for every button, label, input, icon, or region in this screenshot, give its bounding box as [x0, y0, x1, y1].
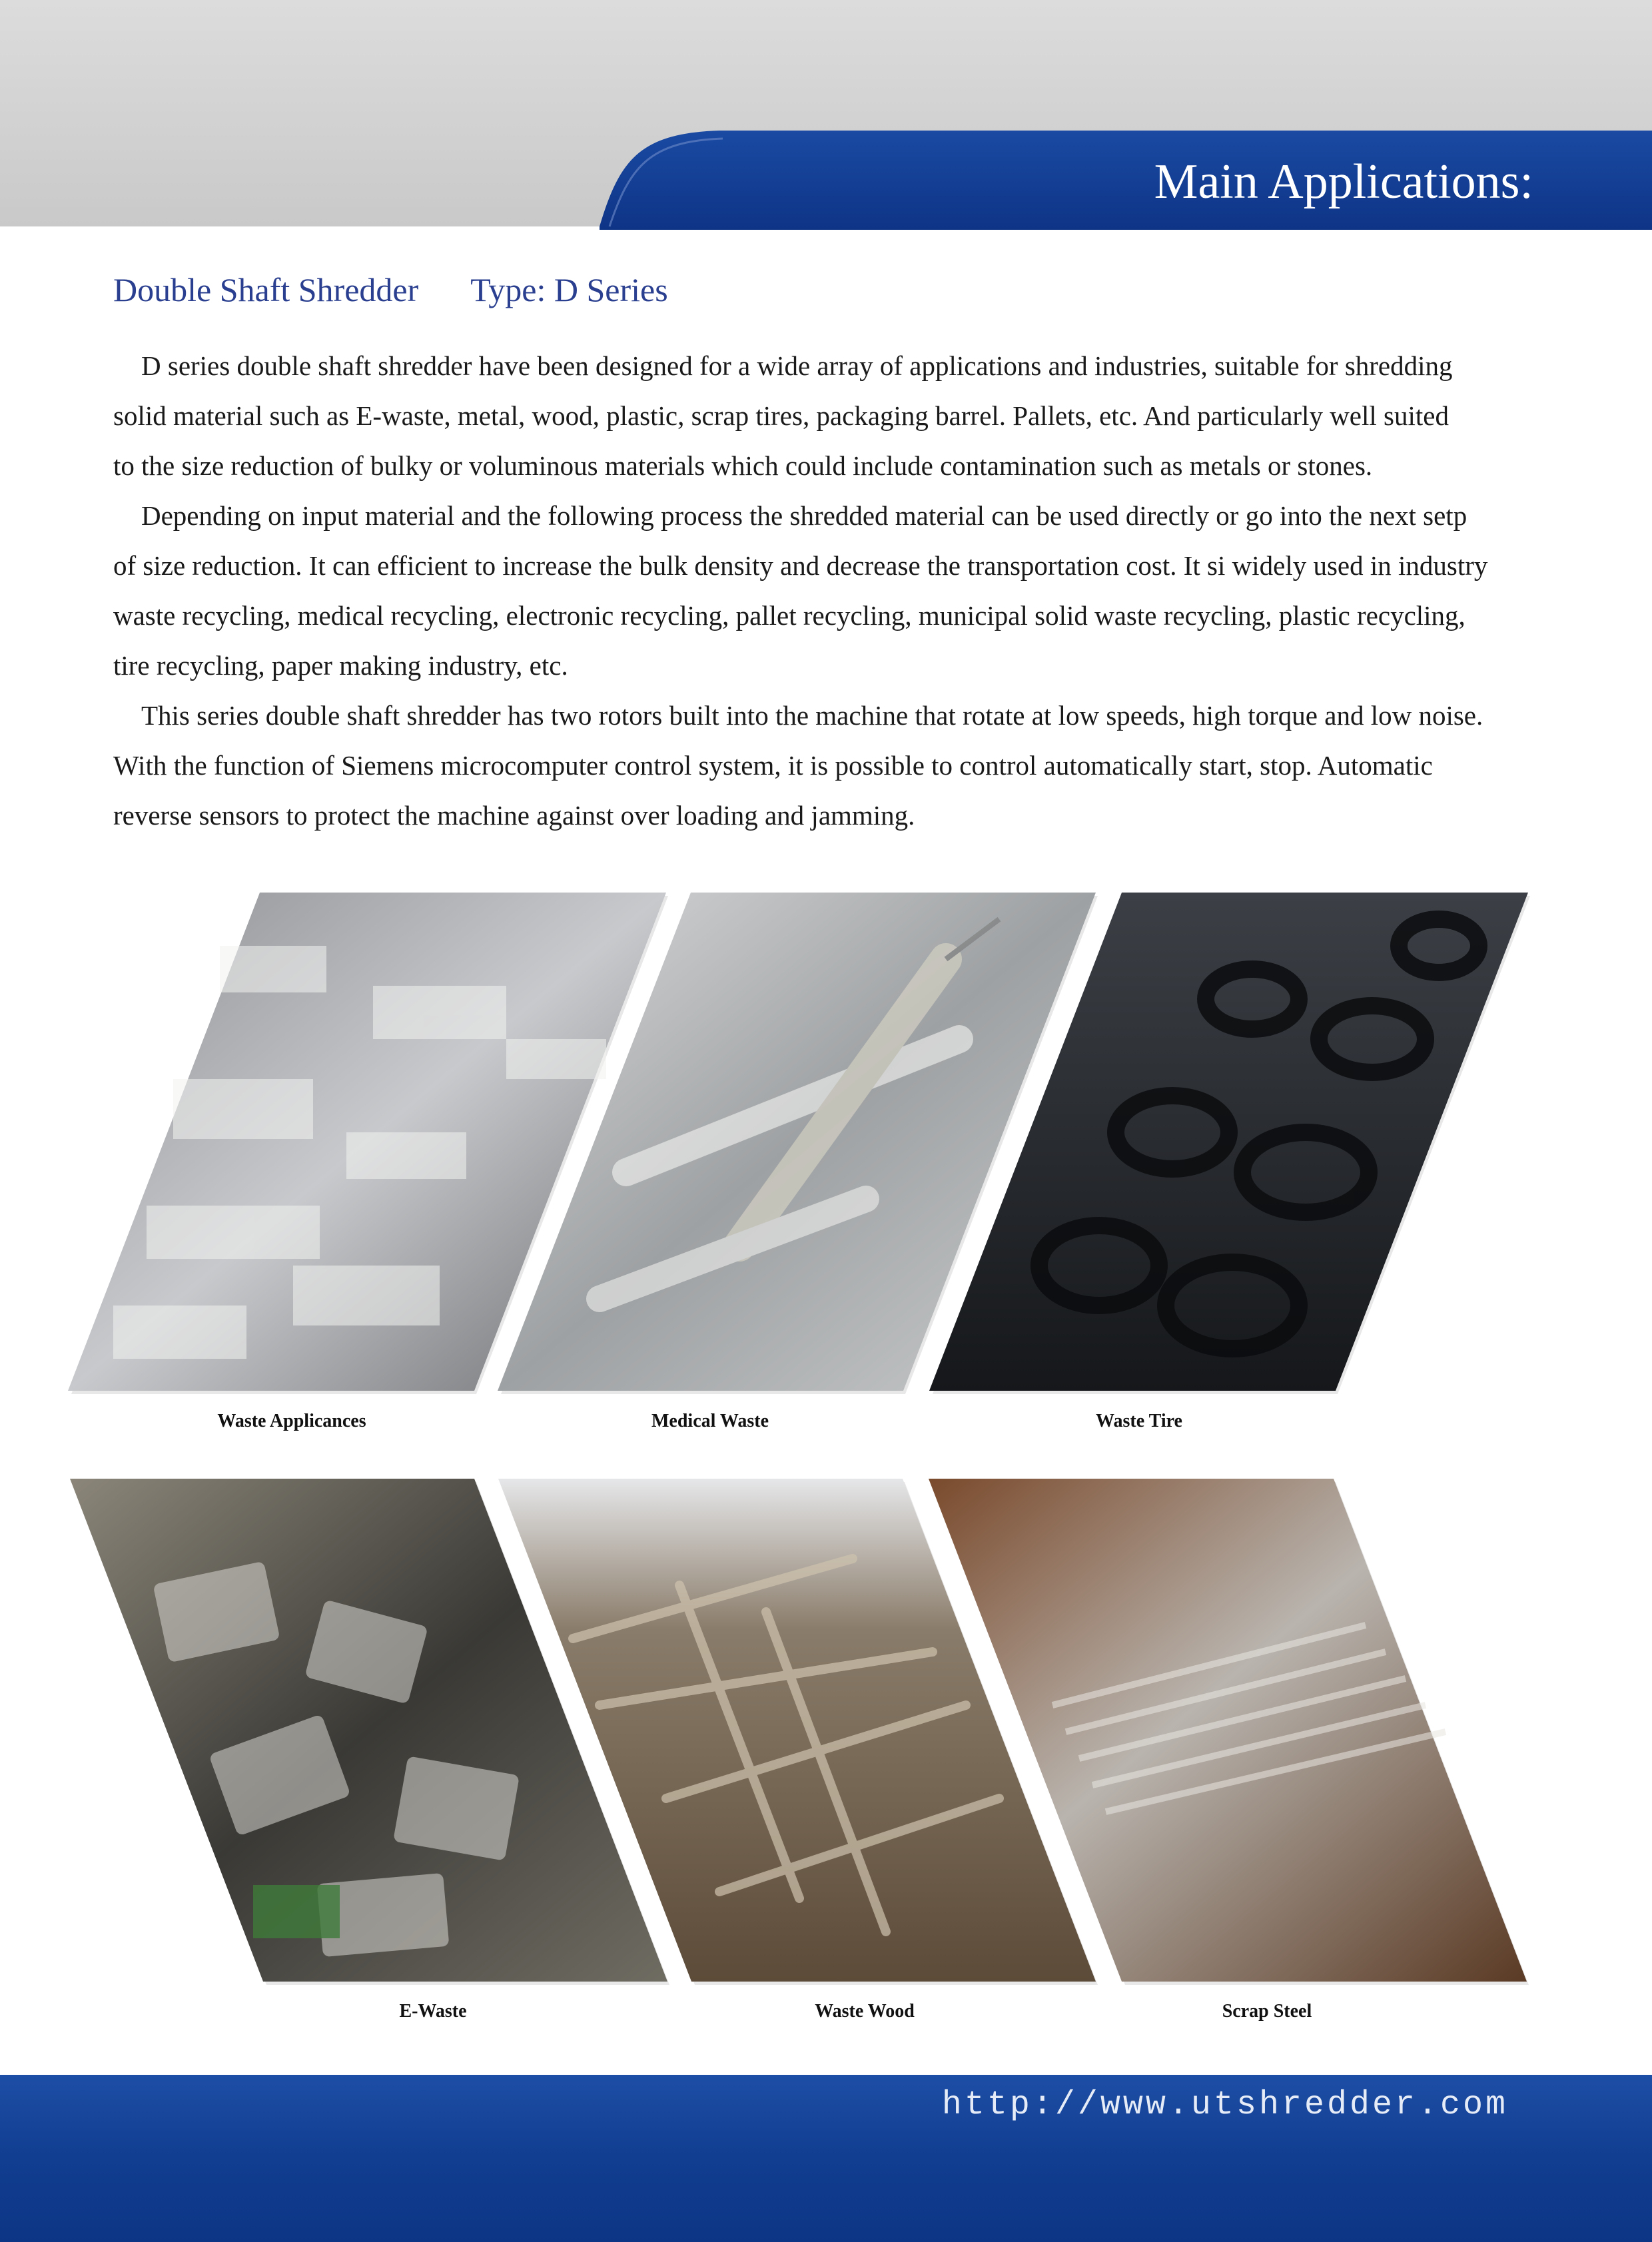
- caption-scrap-steel: Scrap Steel: [1222, 2001, 1312, 2022]
- caption-waste-tire: Waste Tire: [1096, 1411, 1182, 1431]
- caption-waste-wood: Waste Wood: [815, 2001, 915, 2022]
- caption-e-waste: E-Waste: [399, 2001, 467, 2022]
- paragraph: Depending on input material and the following process the shredded material can be used directly or go into the next setp of size reduction. It can efficient to increase the bulk density and decrease the transportation cost. It si widely used in industry waste recycling, medical recycling, electronic recycling, pallet recycling, municipal solid waste recycling, plastic recycling, tire recycling, paper making industry, etc.: [113, 500, 1488, 681]
- paragraph: D series double shaft shredder have been designed for a wide array of applications and industries, suitable for shredding solid material such as E-waste, metal, wood, plastic, scrap tires, packaging barrel. Pallets, etc. And particularly well suited to the size reduction of bulky or voluminous materials which could include contamination such as metals or stones.: [113, 350, 1453, 481]
- website-url[interactable]: http://www.utshredder.com: [941, 2086, 1508, 2124]
- caption-waste-appliances: Waste Applicances: [217, 1411, 366, 1431]
- page-title: Main Applications:: [1154, 155, 1533, 209]
- product-name: Double Shaft Shredder: [113, 271, 419, 308]
- caption-medical-waste: Medical Waste: [651, 1411, 769, 1431]
- paragraph: This series double shaft shredder has two rotors built into the machine that rotate at low speeds, high torque and low noise. With the function of Siemens microcomputer control system, it is possible to control automatically start, stop. Automatic reverse sensors to protect the machine against over loading and jamming.: [113, 700, 1483, 831]
- product-type: Type: D Series: [470, 271, 668, 308]
